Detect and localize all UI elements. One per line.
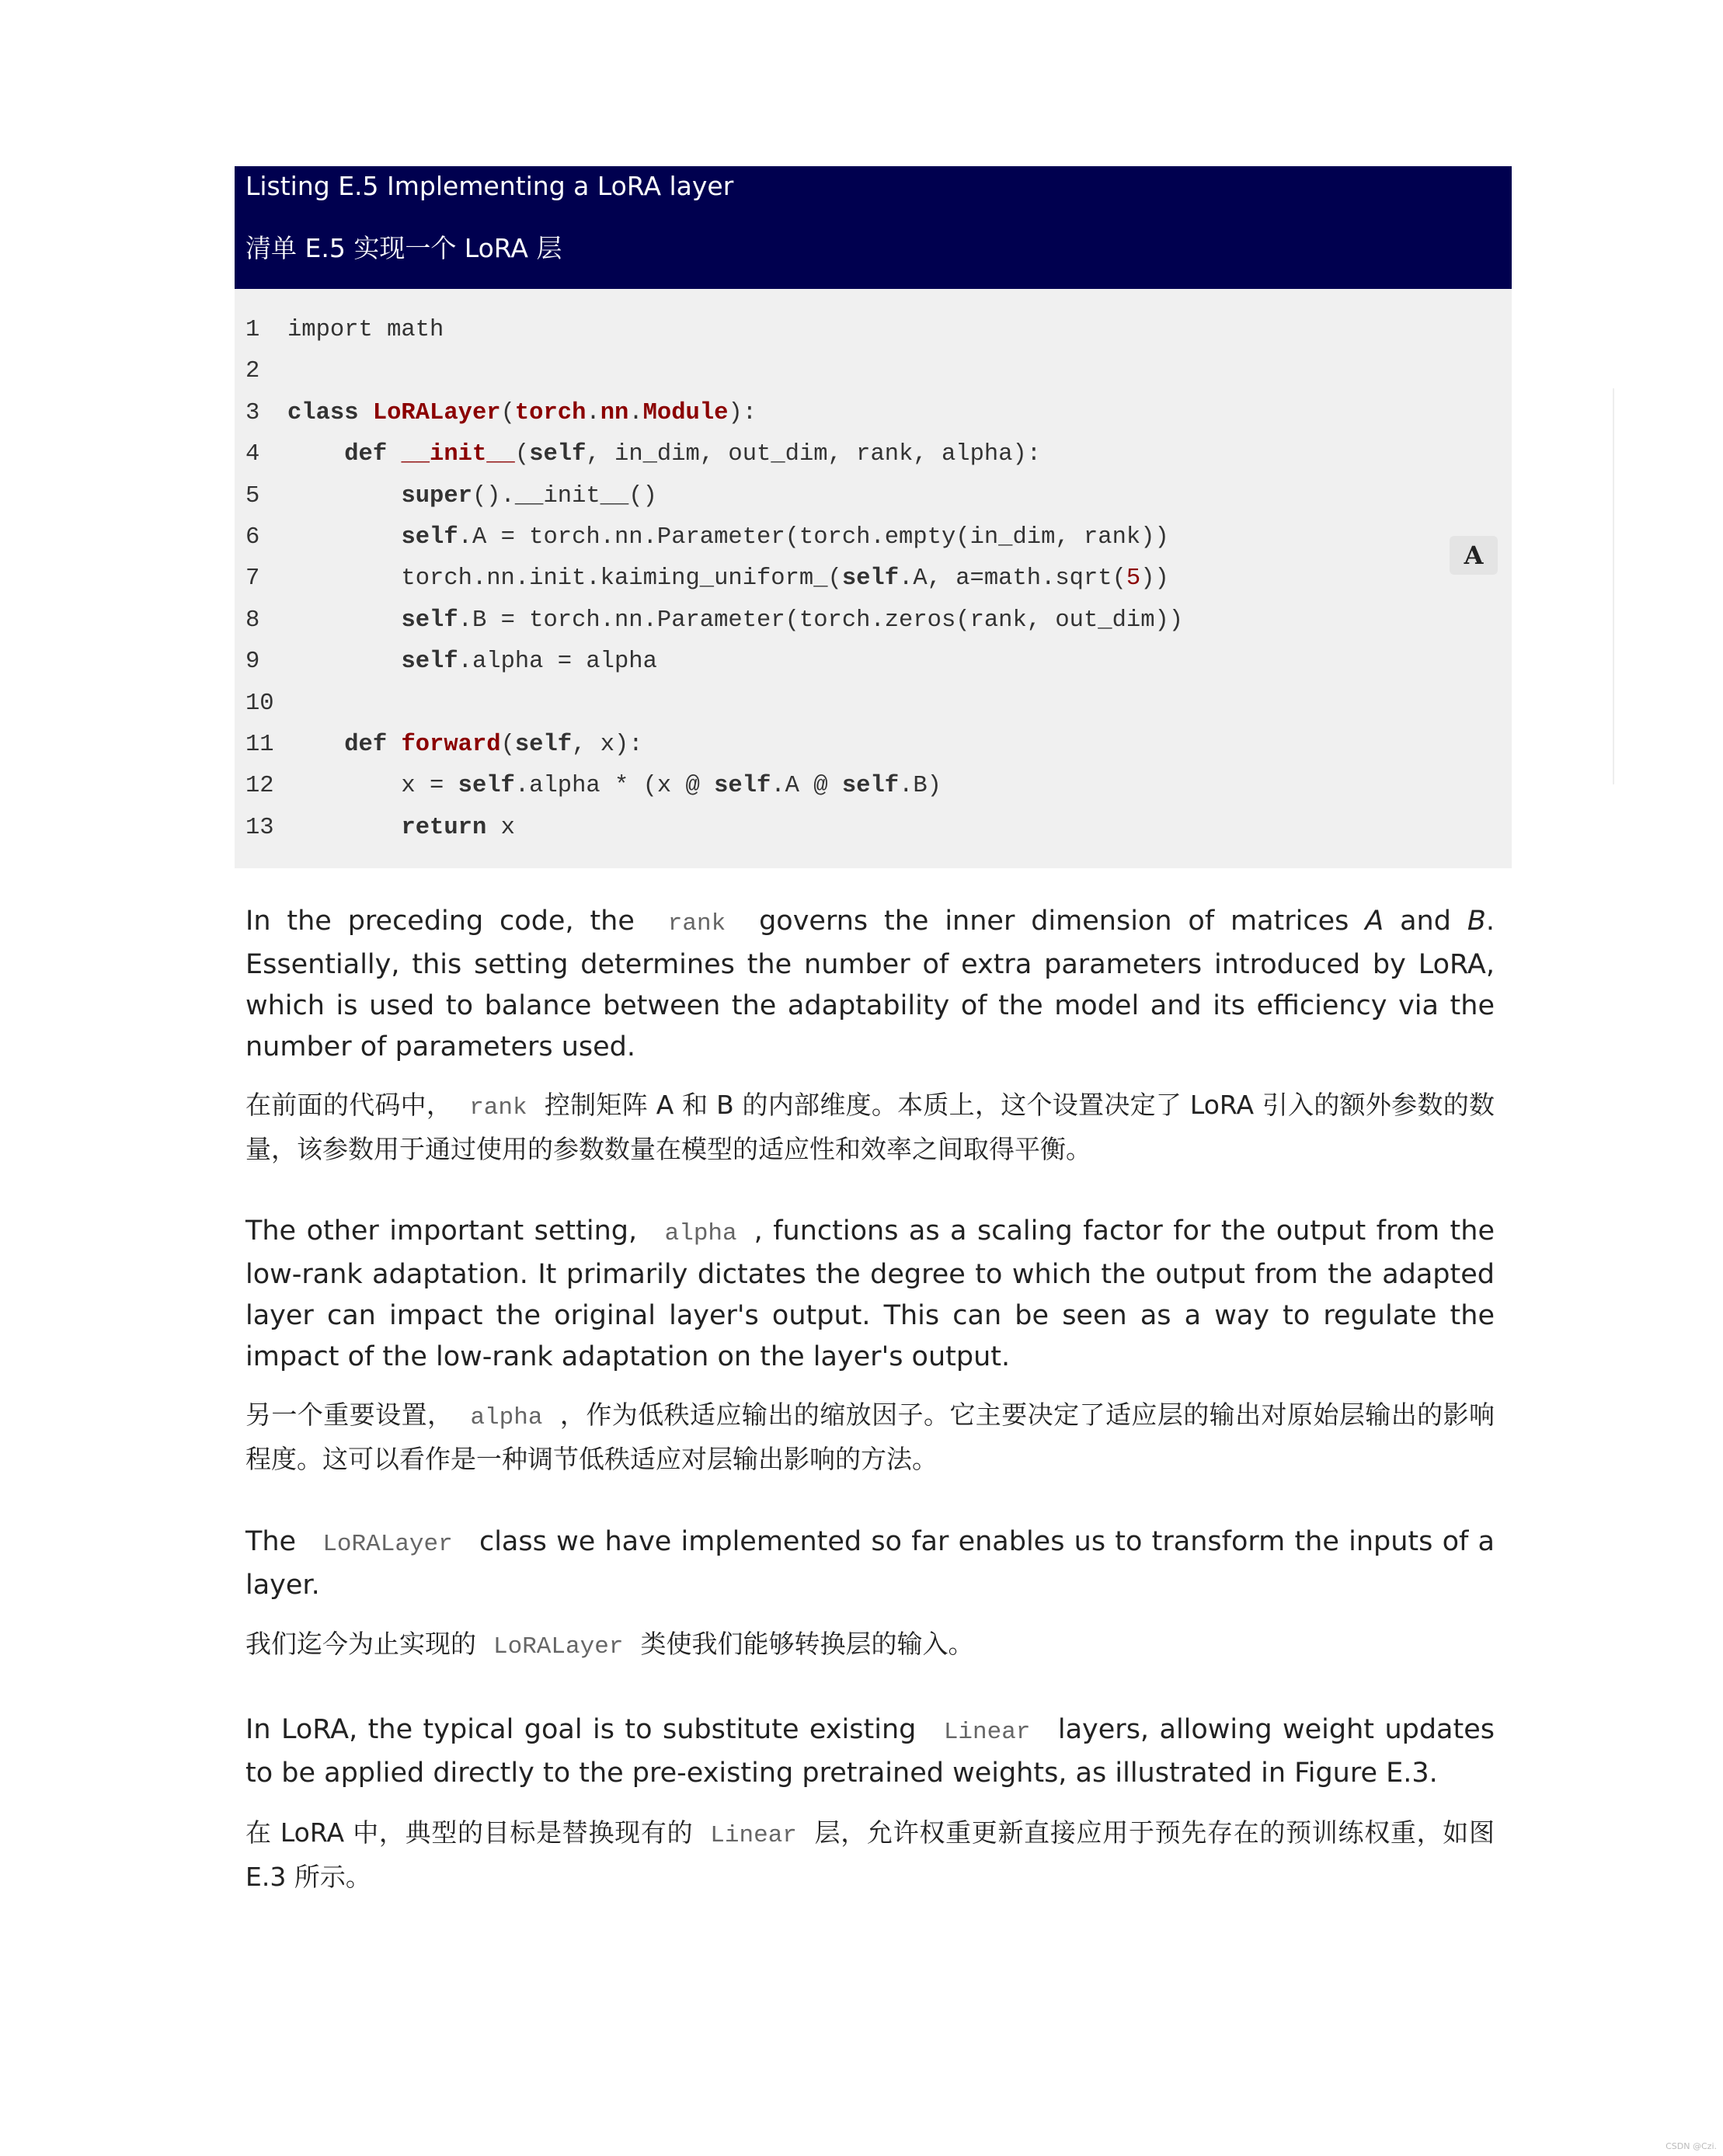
code-token: torch.nn.init.kaiming_uniform_( xyxy=(287,565,842,593)
listing-title-zh: 清单 E.5 实现一个 LoRA 层 xyxy=(245,233,562,263)
code-text xyxy=(287,642,657,683)
text: In LoRA, the typical goal is to substitute existing xyxy=(245,1714,927,1745)
font-letter-icon: A xyxy=(1464,541,1484,570)
line-number: 8 xyxy=(245,607,260,634)
code-text xyxy=(287,725,643,766)
code-token xyxy=(287,815,401,841)
code-token xyxy=(287,524,401,551)
line-number: 13 xyxy=(245,814,274,841)
code-token: self xyxy=(401,649,458,676)
line-number: 5 xyxy=(245,482,260,509)
code-token: ( xyxy=(514,441,530,468)
line-number: 2 xyxy=(245,358,260,385)
inline-code: LoRALayer xyxy=(322,1531,453,1558)
code-block xyxy=(235,289,1512,868)
code-token: class xyxy=(287,399,373,426)
code-token: super xyxy=(401,482,472,509)
watermark: CSDN @Czi. xyxy=(1666,2141,1717,2151)
code-token xyxy=(287,607,401,634)
code-token: .A @ xyxy=(771,773,842,800)
scrollbar-track[interactable] xyxy=(1613,388,1614,784)
text: and xyxy=(1384,906,1467,937)
code-token: 5 xyxy=(1126,565,1141,593)
code-text xyxy=(287,558,1169,600)
inline-code: LoRALayer xyxy=(493,1633,624,1660)
inline-code: rank xyxy=(667,910,726,937)
code-token: , in_dim, out_dim, rank, alpha): xyxy=(586,441,1042,468)
paragraph-en xyxy=(245,1709,1495,1794)
line-number: 9 xyxy=(245,649,260,676)
paragraph-en xyxy=(245,1211,1495,1378)
text: 在 LoRA 中，典型的目标是替换现有的 xyxy=(245,1817,694,1848)
code-token xyxy=(287,732,344,758)
code-token: .B) xyxy=(899,773,942,800)
line-number: 7 xyxy=(245,565,260,593)
code-token: self xyxy=(841,773,900,800)
code-token: LoRALayer xyxy=(372,399,501,426)
line-number: 6 xyxy=(245,524,260,551)
listing-title-en: Listing E.5 Implementing a LoRA layer xyxy=(245,171,734,201)
listing-header xyxy=(235,166,1512,289)
text: ，作为低秩适应输出的缩放因子。它主要决定了适应层的输出对原始层输出的影响程度。这可以看作是一种调节低秩适应对层输出影响的方法。 xyxy=(245,1400,1495,1474)
code-token: x xyxy=(486,814,515,841)
text: class we have implemented so far enables us to transform the inputs of a layer. xyxy=(245,1526,1495,1601)
code-token: ( xyxy=(500,399,515,426)
code-token: , x): xyxy=(572,732,643,758)
text: , functions as a scaling factor for the output from the low-rank adaptation. It primarily dictates the degree to which the output from the adapted layer can impact the original layer's output. This can be seen as a way to regulate the impact of the low-rank adaptation on the layer's output. xyxy=(245,1215,1495,1372)
code-text xyxy=(287,310,444,351)
text: 控制矩阵 A 和 B 的内部维度。本质上，这个设置决定了 LoRA 引入的额外参数的数量，该参数用于通过使用的参数数量在模型的适应性和效率之间取得平衡。 xyxy=(245,1090,1495,1164)
inline-code: rank xyxy=(469,1094,527,1121)
paragraph-zh xyxy=(245,1623,1495,1667)
code-text xyxy=(287,517,1169,558)
code-token: . xyxy=(628,399,643,426)
text: 我们迄今为止实现的 xyxy=(245,1629,476,1659)
code-text xyxy=(287,393,757,434)
code-token: Module xyxy=(642,399,729,426)
code-token: ().__init__() xyxy=(472,482,657,509)
code-token: x = xyxy=(287,773,458,800)
text: A xyxy=(1365,906,1384,937)
code-token: torch xyxy=(514,399,587,426)
font-toggle-button[interactable] xyxy=(1450,536,1498,575)
inline-code: Linear xyxy=(710,1822,797,1849)
code-token: import math xyxy=(287,317,444,343)
code-token: self xyxy=(401,524,458,551)
code-token: nn xyxy=(600,399,629,426)
code-token: forward xyxy=(401,732,501,758)
paragraph-zh xyxy=(245,1812,1495,1897)
text: B xyxy=(1467,906,1486,937)
code-token: .alpha * (x @ xyxy=(514,773,715,800)
code-token: .A, a=math.sqrt( xyxy=(899,565,1126,593)
code-token xyxy=(287,649,401,675)
code-token xyxy=(287,483,401,509)
text: governs the inner dimension of matrices xyxy=(743,906,1366,937)
code-token: .A = torch.nn.Parameter(torch.empty(in_dim, rank)) xyxy=(458,524,1169,551)
text: 类使我们能够转换层的输入。 xyxy=(640,1629,974,1659)
code-token: self xyxy=(714,773,771,800)
line-number: 12 xyxy=(245,773,274,800)
paragraph-en xyxy=(245,901,1495,1068)
line-number: 10 xyxy=(245,690,274,717)
code-text xyxy=(287,766,942,807)
text: 另一个重要设置， xyxy=(245,1400,454,1430)
inline-code: Linear xyxy=(943,1719,1031,1746)
inline-code: alpha xyxy=(470,1404,543,1431)
code-token: self xyxy=(514,732,573,758)
code-text xyxy=(287,476,657,517)
paragraph-zh xyxy=(245,1084,1495,1170)
code-token: return xyxy=(401,814,487,841)
paragraph-en xyxy=(245,1521,1495,1606)
code-token: self xyxy=(841,565,900,593)
code-token: self xyxy=(529,441,587,468)
code-token: .B = torch.nn.Parameter(torch.zeros(rank, out_dim)) xyxy=(458,607,1184,634)
code-token: self xyxy=(401,607,458,634)
code-token: . xyxy=(586,399,600,426)
line-number: 11 xyxy=(245,732,274,758)
text: In the preceding code, the xyxy=(245,906,651,937)
text: layers, allowing weight updates to be applied directly to the pre-existing pretrained weights, as illustrated in Figure E.3. xyxy=(245,1714,1495,1789)
code-text xyxy=(287,808,515,849)
code-token: def xyxy=(344,441,402,468)
code-text xyxy=(287,600,1183,642)
text: The other important setting, xyxy=(245,1215,648,1247)
code-token: self xyxy=(458,773,515,800)
code-token: )) xyxy=(1140,565,1169,593)
text: . Essentially, this setting determines the number of extra parameters introduced by LoRA, which is used to balance between the adaptability of the model and its efficiency via the number of parameters used. xyxy=(245,906,1495,1062)
code-token: ( xyxy=(500,732,515,758)
code-token: ): xyxy=(728,399,757,426)
inline-code: alpha xyxy=(664,1220,737,1247)
text: 在前面的代码中， xyxy=(245,1090,453,1120)
line-number: 4 xyxy=(245,441,260,468)
code-token: .alpha = alpha xyxy=(458,649,657,676)
code-text xyxy=(287,434,1041,475)
line-number: 1 xyxy=(245,317,260,343)
text: 层，允许权重更新直接应用于预先存在的预训练权重，如图 E.3 所示。 xyxy=(245,1817,1495,1892)
code-token: __init__ xyxy=(401,441,515,468)
paragraph-zh xyxy=(245,1394,1495,1480)
code-token: def xyxy=(344,732,402,758)
text: The xyxy=(245,1526,306,1557)
code-token xyxy=(287,441,344,468)
line-number: 3 xyxy=(245,399,260,426)
